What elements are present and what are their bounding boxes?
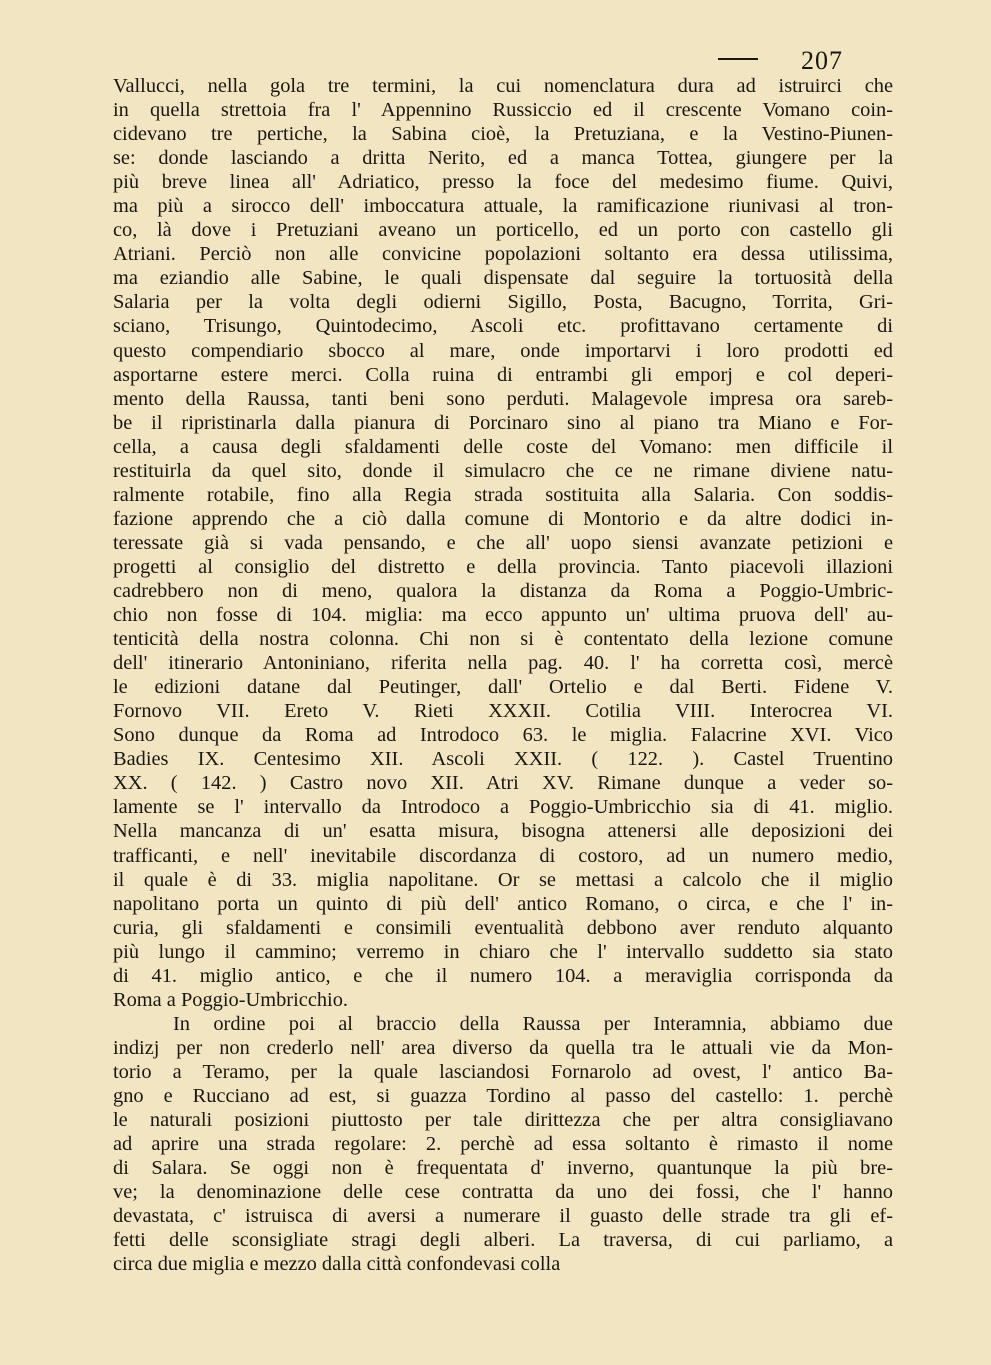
text-line: ve; la denominazione delle cese contratta da uno dei fossi, che l' hanno: [113, 1181, 893, 1204]
text-line: questo compendiario sbocco al mare, onde importarvi i loro prodotti ed: [113, 339, 893, 362]
text-line: dell' itinerario Antoniniano, riferita nella pag. 40. l' ha corretta così, mercè: [113, 652, 893, 675]
text-line: di Salara. Se oggi non è frequentata d' inverno, quantunque la più bre-: [113, 1157, 893, 1180]
text-line: fazione apprendo che a ciò dalla comune di Montorio e da altre dodici in-: [113, 507, 893, 530]
text-line: Fornovo VII. Ereto V. Rieti XXXII. Cotilia VIII. Interocrea VI.: [113, 700, 893, 723]
text-line: Atriani. Perciò non alle convicine popolazioni soltanto era dessa utilissima,: [113, 243, 893, 266]
text-line: napolitano porta un quinto di più dell' antico Romano, o circa, e che l' in-: [113, 892, 893, 915]
text-line: Sono dunque da Roma ad Introdoco 63. le miglia. Falacrine XVI. Vico: [113, 724, 893, 747]
text-line: indizj per non crederlo nell' area diverso da quella tra le attuali vie da Mon-: [113, 1036, 893, 1059]
text-line: Roma a Poggio-Umbricchio.: [113, 988, 349, 1011]
text-line: devastata, c' istruisca di aversi a numerare il guasto delle strade tra gli ef-: [113, 1205, 893, 1228]
text-line: Salaria per la volta degli odierni Sigillo, Posta, Bacugno, Torrita, Gri-: [113, 291, 893, 314]
page-number: 207: [801, 46, 843, 75]
text-line: le edizioni datane dal Peutinger, dall' Ortelio e dal Berti. Fidene V.: [113, 676, 893, 699]
text-line: tenticità della nostra colonna. Chi non si è contentato della lezione comune: [113, 628, 893, 651]
text-line: ma più a sirocco dell' imboccatura attuale, la ramificazione riunivasi al tron-: [113, 195, 893, 218]
text-line: il quale è di 33. miglia napolitane. Or se mettasi a calcolo che il miglio: [113, 868, 893, 891]
text-line: Badies IX. Centesimo XII. Ascoli XXII. ( 122. ). Castel Truentino: [113, 748, 893, 771]
text-line: teressate già si vada pensando, e che all' uopo siensi avanzate petizioni e: [113, 531, 893, 554]
body-text: [113, 74, 893, 1276]
text-line: co, là dove i Pretuziani aveano un porticello, ed un porto con castello gli: [113, 219, 893, 242]
text-line: trafficanti, e nell' inevitabile discordanza di costoro, ad un numero medio,: [113, 844, 893, 867]
text-line: più lungo il cammino; verremo in chiaro che l' intervallo suddetto sia stato: [113, 940, 893, 963]
paragraph: [113, 74, 893, 1012]
text-line: In ordine poi al braccio della Raussa per Interamnia, abbiamo due: [173, 1012, 893, 1035]
text-line: progetti al consiglio del distretto e della provincia. Tanto piacevoli illazioni: [113, 555, 893, 578]
text-line: chio non fosse di 104. miglia: ma ecco appunto un' ultima pruova dell' au-: [113, 604, 893, 627]
text-line: be il ripristinarla dalla pianura di Porcinaro sino al piano tra Miano e For-: [113, 411, 893, 434]
text-line: più breve linea all' Adriatico, presso la foce del medesimo fiume. Quivi,: [113, 171, 893, 194]
paragraph: [113, 1012, 893, 1277]
text-line: fetti delle sconsigliate stragi degli alberi. La traversa, di cui parliamo, a: [113, 1229, 893, 1252]
text-line: se: donde lasciando a dritta Nerito, ed a manca Tottea, giungere per la: [113, 147, 893, 170]
text-line: cella, a causa degli sfaldamenti delle coste del Vomano: men difficile il: [113, 435, 893, 458]
text-line: le naturali posizioni piuttosto per tale dirittezza che per altra consigliavano: [113, 1109, 893, 1132]
text-line: curia, gli sfaldamenti e consimili eventualità debbono aver renduto alquanto: [113, 916, 893, 939]
text-line: restituirla da quel sito, donde il simulacro che ce ne rimane diviene natu-: [113, 459, 893, 482]
text-line: circa due miglia e mezzo dalla città confondevasi colla: [113, 1253, 561, 1276]
text-line: in quella strettoia fra l' Appennino Russiccio ed il crescente Vomano coin-: [113, 99, 893, 122]
text-line: sciano, Trisungo, Quintodecimo, Ascoli etc. profittavano certamente di: [113, 315, 893, 338]
text-line: Nella mancanza di un' esatta misura, bisogna attenersi alle deposizioni dei: [113, 820, 893, 843]
text-line: Vallucci, nella gola tre termini, la cui nomenclatura dura ad istruirci che: [113, 75, 893, 97]
text-line: di 41. miglio antico, e che il numero 104. a meraviglia corrisponda da: [113, 964, 893, 987]
text-line: ralmente rotabile, fino alla Regia strada sostituita alla Salaria. Con soddis-: [113, 483, 893, 506]
text-line: asportarne estere merci. Colla ruina di entrambi gli emporj e col deperi-: [113, 363, 893, 386]
text-line: cadrebbero non di meno, qualora la distanza da Roma a Poggio-Umbric-: [113, 579, 893, 602]
text-line: lamente se l' intervallo da Introdoco a Poggio-Umbricchio sia di 41. miglio.: [113, 796, 893, 819]
text-line: XX. ( 142. ) Castro novo XII. Atri XV. Rimane dunque a veder so-: [113, 772, 893, 795]
header-rule: [718, 58, 758, 60]
text-line: cidevano tre pertiche, la Sabina cioè, la Pretuziana, e la Vestino-Piunen-: [113, 123, 893, 146]
text-line: gno e Rucciano ad est, si guazza Tordino al passo del castello: 1. perchè: [113, 1084, 893, 1107]
text-line: mento della Raussa, tanti beni sono perduti. Malagevole impresa ora sareb-: [113, 387, 893, 410]
text-line: ad aprire una strada regolare: 2. perchè ad essa soltanto è rimasto il nome: [113, 1133, 893, 1156]
text-line: torio a Teramo, per la quale lasciandosi Fornarolo ad ovest, l' antico Ba-: [113, 1060, 893, 1083]
text-line: ma eziandio alle Sabine, le quali dispensate dal seguire la tortuosità della: [113, 267, 893, 290]
